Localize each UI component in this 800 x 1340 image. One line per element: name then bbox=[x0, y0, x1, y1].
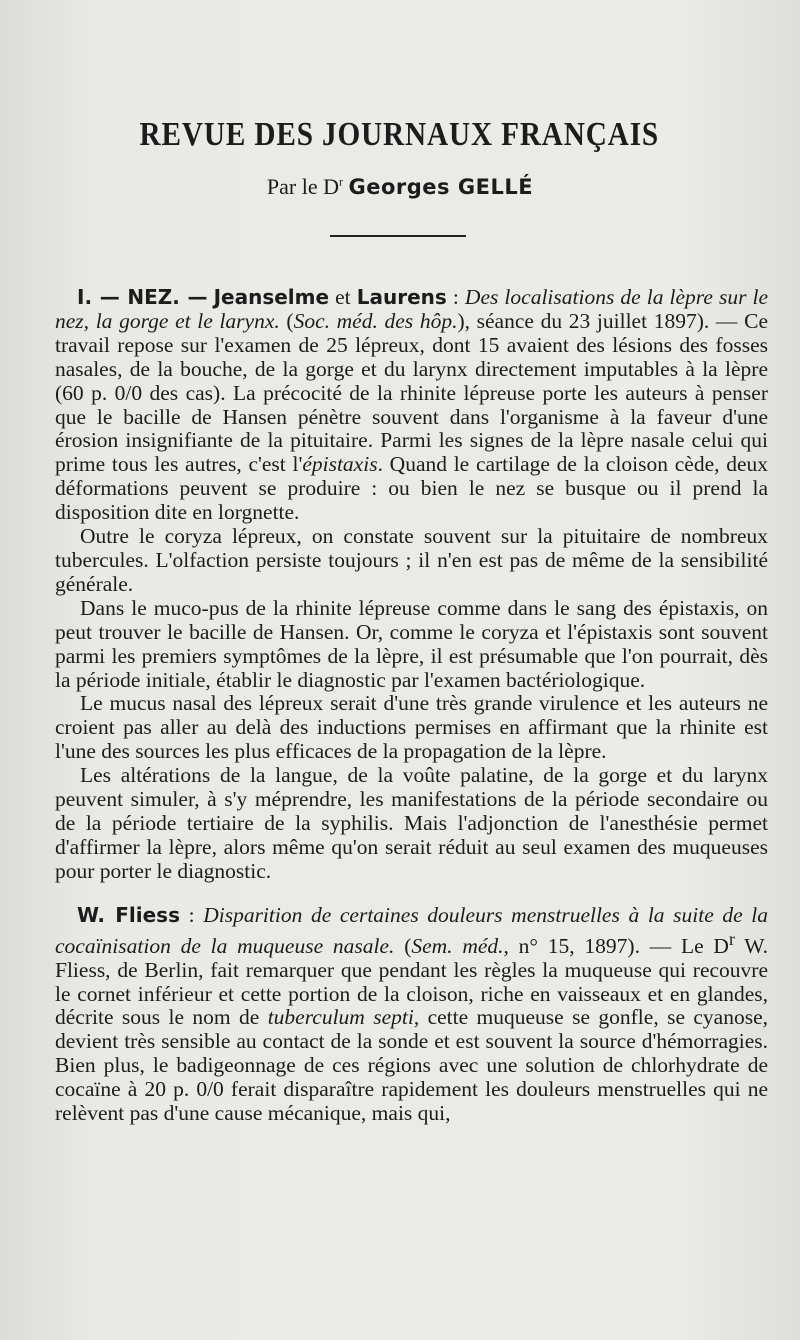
conjunction: et bbox=[335, 285, 351, 309]
paragraph-fliess bbox=[55, 904, 768, 1126]
paragraph-nez-3: Dans le muco-pus de la rhinite lépreuse comme dans le sang des épistaxis, on peut trouver le bacille de Hansen. Or, comme le coryza et l'épistaxis sont souvent parmi les premiers symptômes de la lèpre, il est présumable que l'on pourrait, dès la période initiale, établir le diagnostic par l'examen bactériologique. bbox=[55, 595, 768, 692]
text-sup: r bbox=[728, 928, 735, 949]
byline-author: Georges GELLÉ bbox=[348, 175, 534, 199]
colon: : bbox=[179, 902, 195, 927]
paragraph-nez-5: Les altérations de la langue, de la voûte palatine, de la gorge et du larynx peuvent simuler, à s'y méprendre, les manifestations de la période secondaire ou de la période tertiaire de la syphilis. Mais l'adjonction de l'anesthésie permet d'affirmer la lèpre, alors même qu'on serait réduit au seul examen des muqueuses pour porter le diagnostic. bbox=[55, 763, 768, 883]
paragraph-tail: , cette muqueuse se gonfle, se cyanose, devient très sensible au contact de la sonde et est souvent la source d'hémorragies. Bien plus, le badigeonnage de ces régions avec une solution de chlorhydrate de cocaïne à 20 p. 0/0 ferait disparaître rapidement les douleurs menstruelles qui ne relèvent pas d'une cause mécanique, mais qui, bbox=[55, 1005, 768, 1126]
paragraph-text: W. Fliess, de Berlin, fait remarquer que pendant les règles la muqueuse qui recouvre le cornet inférieur et cette portion de la cloison, riche en vaisseaux et en glandes, décrite sous le nom de bbox=[55, 933, 768, 1030]
source-open: ( bbox=[279, 308, 294, 333]
paragraph-tail: . Quand le cartilage de la cloison cède, deux déformations peuvent se produire : ou bien le nez se busque ou il prend la disposition dite en lorgnette. bbox=[55, 452, 768, 525]
colon: : bbox=[446, 285, 459, 309]
paragraph-nez-2: Outre le coryza lépreux, on constate souvent sur la pituitaire de nombreux tubercules. L'olfaction persiste toujours ; il n'en est pas de même de la sensibilité générale. bbox=[55, 524, 768, 596]
author-laurens: Laurens bbox=[356, 285, 447, 309]
byline-sup: r bbox=[339, 174, 344, 189]
source-open: ( bbox=[394, 933, 412, 958]
text-le-dr: Le D bbox=[680, 933, 729, 958]
section-heading: I. — NEZ. — bbox=[77, 285, 208, 309]
term-epistaxis: épistaxis bbox=[302, 452, 378, 477]
author-jeanselme: Jeanselme bbox=[213, 285, 330, 309]
title-divider bbox=[330, 235, 466, 237]
article-body bbox=[55, 286, 768, 1126]
term-tuberculum: tuberculum septi bbox=[267, 1005, 414, 1030]
source-journal: Sem. méd. bbox=[411, 933, 504, 958]
paragraph-nez-4: Le mucus nasal des lépreux serait d'une très grande virulence et les auteurs ne croient pas aller au delà des inductions permises en affirmant que la rhinite est l'une des sources les plus efficaces de la propagation de la lèpre. bbox=[55, 691, 768, 764]
page-title: REVUE DES JOURNAUX FRANÇAIS bbox=[139, 116, 660, 153]
article-title: Des localisations de la lèpre sur le nez, la gorge et le larynx. bbox=[55, 285, 769, 333]
paragraph-nez-1 bbox=[55, 286, 768, 525]
source-close: ), séance du 23 juillet 1897). — bbox=[457, 308, 738, 333]
byline-prefix: Par le D bbox=[266, 174, 340, 199]
source-close: , n° 15, 1897). — bbox=[503, 933, 672, 958]
byline bbox=[0, 174, 800, 200]
paragraph-text: Ce travail repose sur l'examen de 25 lépreux, dont 15 avaient des lésions des fosses nasales, de la bouche, de la gorge et du larynx directement imputables à la lèpre (60 p. 0/0 des cas). La précocité de la rhinite lépreuse porte les auteurs à penser que le bacille de Hansen pénètre souvent dans l'organisme à la faveur d'une érosion insignifiante de la pituitaire. Parmi les signes de la lèpre nasale celui qui prime tous les autres, c'est l' bbox=[55, 308, 768, 477]
author-fliess: W. Fliess bbox=[77, 902, 180, 927]
article-title: Disparition de certaines douleurs menstruelles à la suite de la cocaïnisation de la muqueuse nasale. bbox=[55, 902, 768, 958]
source-journal: Soc. méd. des hôp. bbox=[293, 308, 458, 333]
